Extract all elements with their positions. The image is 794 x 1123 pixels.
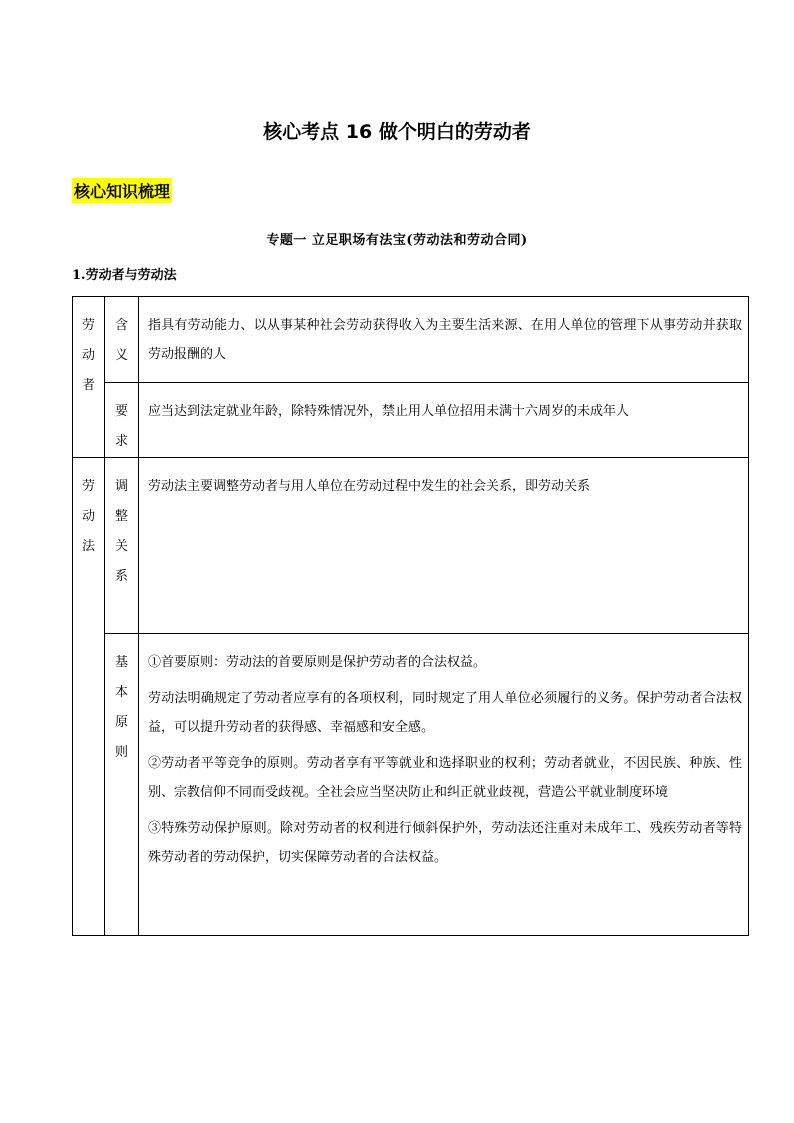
principles-cell xyxy=(139,634,749,936)
worker-label-char: 者 xyxy=(81,378,95,393)
requirement-label-char: 求 xyxy=(114,434,128,449)
principle-paragraph: ①首要原则：劳动法的首要原则是保护劳动者的合法权益。 xyxy=(148,655,487,670)
meaning-label-char: 义 xyxy=(114,348,128,363)
law-label-char: 法 xyxy=(81,539,95,554)
table-row-adjust xyxy=(73,458,749,634)
principle-paragraph: ③特殊劳动保护原则。除对劳动者的权利进行倾斜保护外，劳动法还注重对未成年工、残疾劳动者等特殊劳动者的劳动保护，切实保障劳动者的合法权益。 xyxy=(148,821,742,865)
section-label: 核心知识梳理 xyxy=(72,178,172,203)
adjust-text: 劳动法主要调整劳动者与用人单位在劳动过程中发生的社会关系，即劳动关系 xyxy=(139,458,749,634)
requirement-label-char: 要 xyxy=(114,404,128,419)
principle-paragraph: ②劳动者平等竞争的原则。劳动者享有平等就业和选择职业的权利；劳动者就业，不因民族、种族、性别、宗教信仰不同而受歧视。全社会应当坚决防止和纠正就业歧视，营造公平就业制度环境 xyxy=(148,756,742,800)
requirement-label-cell xyxy=(105,383,139,458)
worker-label-char: 劳 xyxy=(81,318,95,333)
topic-subtitle: 专题一 立足职场有法宝(劳动法和劳动合同) xyxy=(266,233,528,248)
subsection-heading: 1.劳动者与劳动法 xyxy=(72,268,177,283)
law-label-char: 劳 xyxy=(81,479,95,494)
adjust-label-char: 系 xyxy=(114,569,128,584)
principles-label-char: 本 xyxy=(114,685,128,700)
worker-label-char: 动 xyxy=(81,348,95,363)
meaning-label-cell xyxy=(105,297,139,383)
table-row-requirement xyxy=(73,383,749,458)
principles-label-char: 则 xyxy=(114,745,128,760)
worker-label-cell xyxy=(73,297,105,458)
knowledge-table xyxy=(72,296,749,936)
table-row-principles xyxy=(73,634,749,936)
table-row-meaning xyxy=(73,297,749,383)
principles-label-char: 基 xyxy=(114,655,128,670)
adjust-label-char: 调 xyxy=(114,479,128,494)
adjust-label-char: 整 xyxy=(114,509,128,524)
page-title: 核心考点 16 做个明白的劳动者 xyxy=(263,121,531,143)
requirement-text: 应当达到法定就业年龄，除特殊情况外，禁止用人单位招用未满十六周岁的未成年人 xyxy=(139,383,749,458)
law-label-cell xyxy=(73,458,105,936)
law-label-char: 动 xyxy=(81,509,95,524)
meaning-label-char: 含 xyxy=(114,318,128,333)
meaning-text: 指具有劳动能力、以从事某种社会劳动获得收入为主要生活来源、在用人单位的管理下从事劳动并获取劳动报酬的人 xyxy=(139,297,749,383)
principle-paragraph: 劳动法明确规定了劳动者应享有的各项权利，同时规定了用人单位必须履行的义务。保护劳动者合法权益，可以提升劳动者的获得感、幸福感和安全感。 xyxy=(148,691,742,735)
adjust-label-cell xyxy=(105,458,139,634)
adjust-label-char: 关 xyxy=(114,539,128,554)
principles-label-char: 原 xyxy=(114,715,128,730)
principles-label-cell xyxy=(105,634,139,936)
